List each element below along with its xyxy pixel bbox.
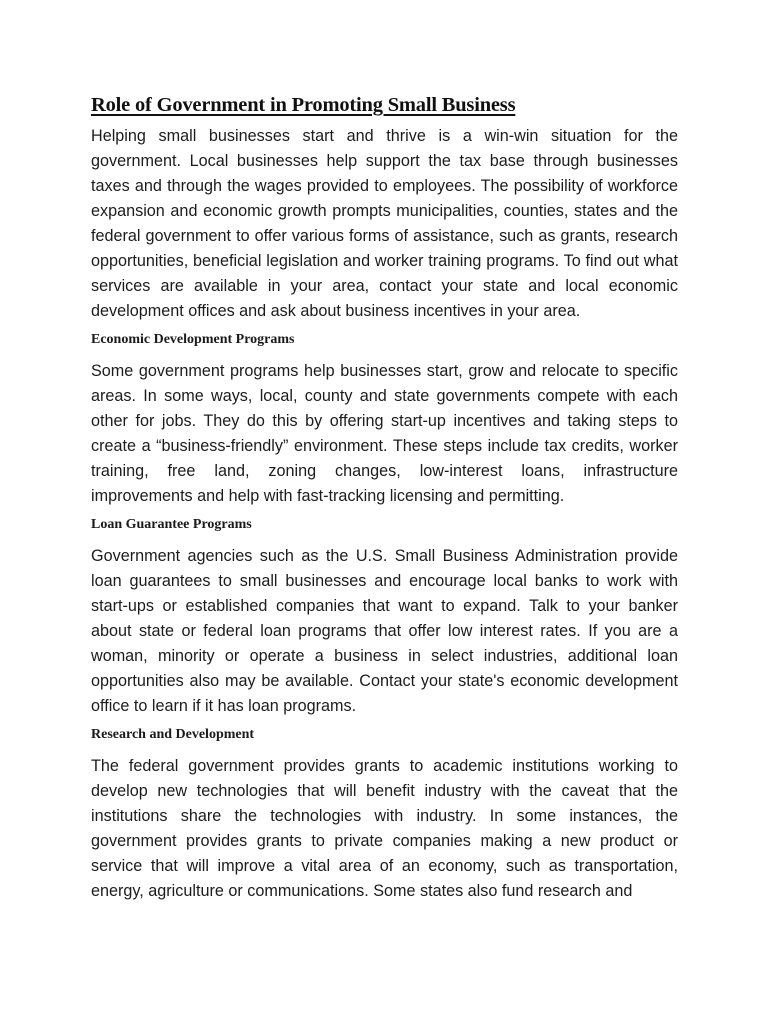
section-paragraph: Government agencies such as the U.S. Small Business Administration provide loan guarantees to small businesses and encourage local banks to work with start-ups or established companies that want to expand. Talk to your banker about state or federal loan programs that offer low interest rates. If you are a woman, minority or operate a business in select industries, additional loan opportunities also may be available. Contact your state's economic development office to learn if it has loan programs. — [91, 547, 678, 715]
section-heading: Economic Development Programs — [91, 332, 295, 347]
section-paragraph: Some government programs help businesses start, grow and relocate to specific areas. In some ways, local, county and state governments compete with each other for jobs. They do this by offering start-up incentives and taking steps to create a “business-friendly” environment. These steps include tax credits, worker training, free land, zoning changes, low-interest loans, infrastructure improvements and help with fast-tracking licensing and permitting. — [91, 362, 678, 505]
section-heading: Research and Development — [91, 727, 255, 742]
section-paragraph: The federal government provides grants to academic institutions working to develop new technologies that will benefit industry with the caveat that the institutions share the technologies with industry. In some instances, the government provides grants to private companies making a new product or service that will improve a vital area of an economy, such as transportation, energy, agriculture or communications. Some states also fund research and — [91, 757, 678, 900]
document-title: Role of Government in Promoting Small Business — [91, 94, 516, 116]
intro-paragraph: Helping small businesses start and thrive is a win-win situation for the government. Local businesses help support the tax base through businesses taxes and through the wages provided to employees. The possibility of workforce expansion and economic growth prompts municipalities, counties, states and the federal government to offer various forms of assistance, such as grants, research opportunities, beneficial legislation and worker training programs. To find out what services are available in your area, contact your state and local economic development offices and ask about business incentives in your area. — [91, 127, 678, 320]
section-heading: Loan Guarantee Programs — [91, 517, 252, 532]
section-research-development — [91, 725, 678, 904]
section-economic-development — [91, 330, 678, 509]
section-loan-guarantee — [91, 515, 678, 719]
document-page — [91, 92, 678, 904]
